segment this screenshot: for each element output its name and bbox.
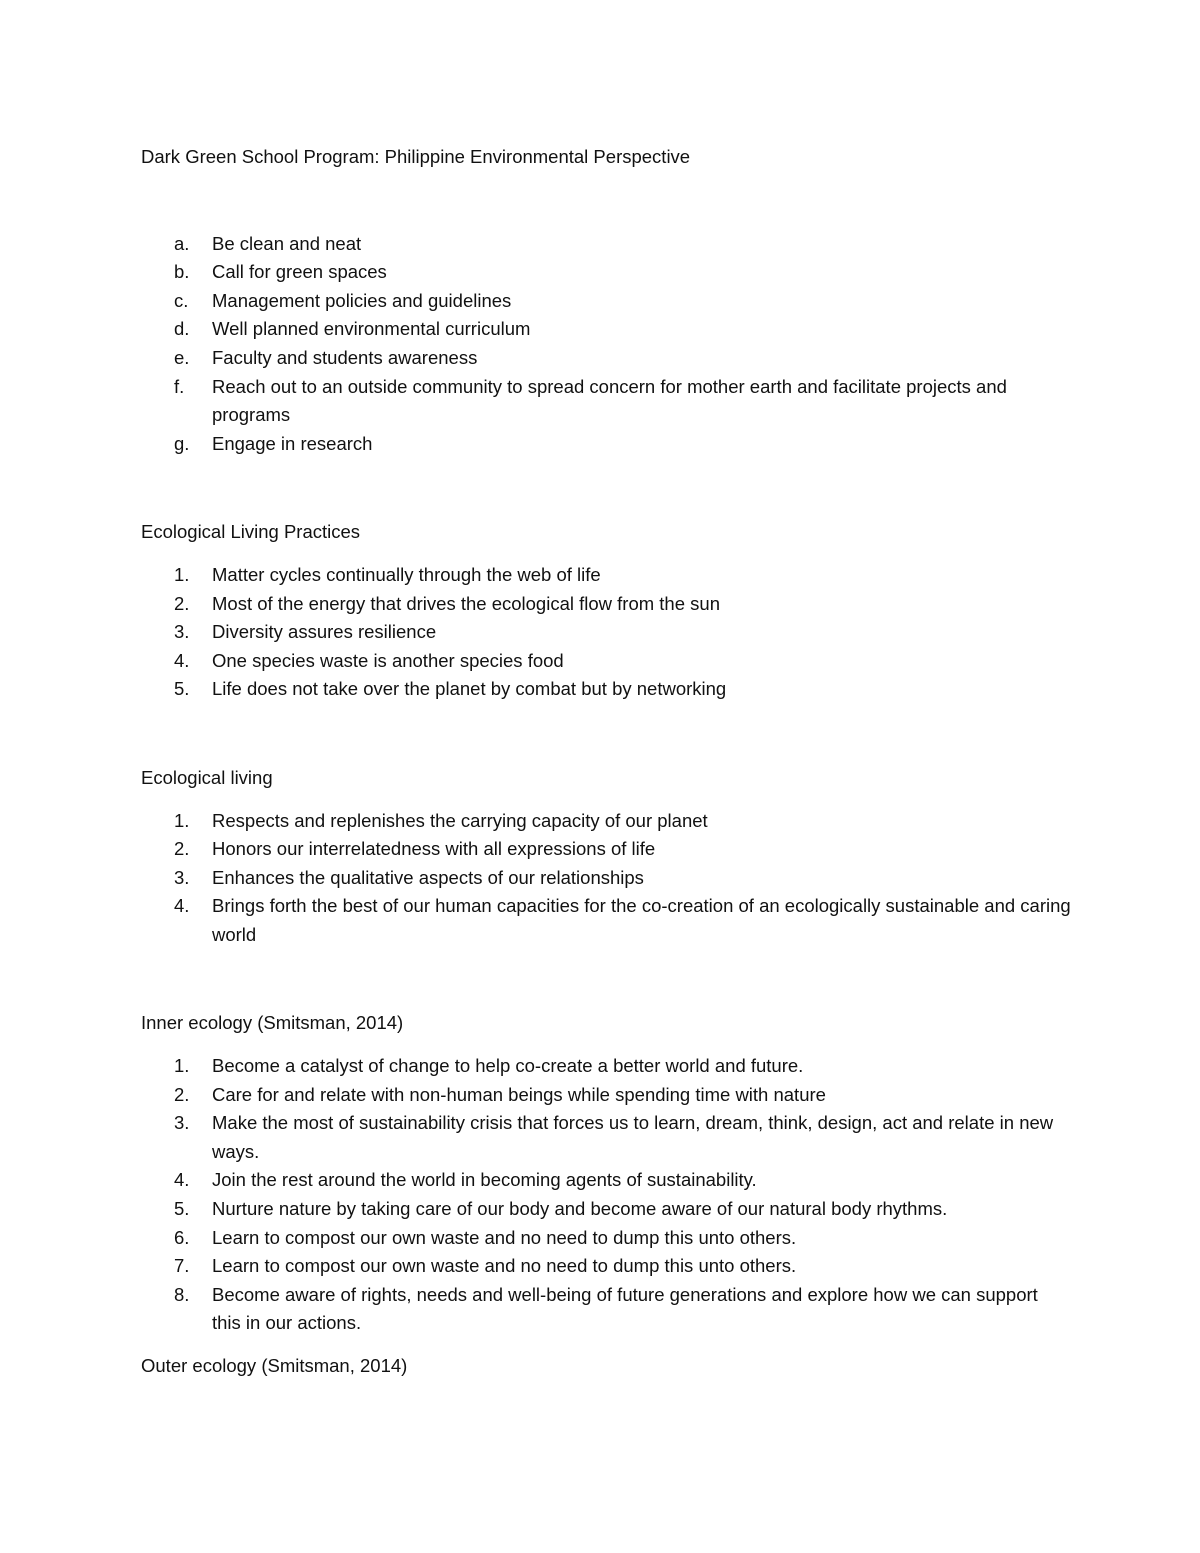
list-item-text: Enhances the qualitative aspects of our relationships: [212, 866, 644, 888]
list-item-text: Be clean and neat: [212, 232, 362, 254]
list-item-text: Respects and replenishes the carrying capacity of our planet: [212, 809, 708, 831]
list-item: [141, 1081, 1071, 1110]
section-heading-inner-ecology: Inner ecology (Smitsman, 2014): [141, 1012, 404, 1034]
ecological-living-list: [141, 807, 1071, 950]
list-marker: 7.: [174, 1255, 190, 1277]
list-marker: 1.: [174, 809, 190, 831]
list-item-text: Reach out to an outside community to spread concern for mother earth and facilitate projects and programs: [212, 375, 1007, 426]
list-item: [141, 1109, 1071, 1166]
list-item-text: Learn to compost our own waste and no need to dump this unto others.: [212, 1226, 797, 1248]
list-item: [141, 344, 1071, 373]
list-item-text: Become a catalyst of change to help co-create a better world and future.: [212, 1055, 804, 1077]
list-item-text: Diversity assures resilience: [212, 621, 437, 643]
list-item-text: Call for green spaces: [212, 261, 387, 283]
list-item-text: Brings forth the best of our human capacities for the co-creation of an ecologically sustainable and caring world: [212, 895, 1071, 945]
list-marker: c.: [174, 289, 189, 311]
list-item: [141, 430, 1071, 459]
list-item-text: Most of the energy that drives the ecological flow from the sun: [212, 592, 720, 614]
list-item: [141, 561, 1071, 590]
list-marker: 1.: [174, 1055, 190, 1077]
list-item: [141, 1195, 1071, 1224]
list-marker: 6.: [174, 1226, 190, 1248]
ecological-living-practices-list: [141, 561, 1071, 704]
list-item: [141, 647, 1071, 676]
list-item-text: Matter cycles continually through the web of life: [212, 563, 601, 585]
list-item: [141, 373, 1071, 430]
document-body: [141, 143, 1071, 1381]
list-item: [141, 315, 1071, 344]
list-marker: 1.: [174, 563, 190, 585]
list-marker: 4.: [174, 649, 190, 671]
list-item: [141, 675, 1071, 704]
list-item-text: Become aware of rights, needs and well-being of future generations and explore how we can support this in our actions.: [212, 1283, 1038, 1334]
list-item-text: Join the rest around the world in becoming agents of sustainability.: [212, 1169, 757, 1191]
list-item-text: Life does not take over the planet by combat but by networking: [212, 678, 727, 700]
list-item-text: Care for and relate with non-human beings while spending time with nature: [212, 1083, 826, 1105]
list-marker: 4.: [174, 1169, 190, 1191]
list-item-text: Honors our interrelatedness with all expressions of life: [212, 838, 656, 860]
list-item: [141, 1281, 1071, 1338]
list-marker: 5.: [174, 678, 190, 700]
list-marker: 2.: [174, 838, 190, 860]
list-item: [141, 287, 1071, 316]
list-marker: e.: [174, 346, 190, 368]
section-heading-ecological-living-practices: Ecological Living Practices: [141, 521, 361, 543]
list-marker: 3.: [174, 621, 190, 643]
list-item: [141, 835, 1071, 864]
list-marker: 3.: [174, 1112, 190, 1134]
list-item-text: Make the most of sustainability crisis that forces us to learn, dream, think, design, act and relate in new ways.: [212, 1112, 1054, 1162]
list-marker: 2.: [174, 592, 190, 614]
list-item: [141, 1252, 1071, 1281]
section-heading-dark-green-school: Dark Green School Program: Philippine Environmental Perspective: [141, 146, 691, 167]
list-marker: 8.: [174, 1283, 190, 1305]
dark-green-school-list: [141, 230, 1071, 459]
inner-ecology-list: [141, 1052, 1071, 1338]
list-item-text: Faculty and students awareness: [212, 346, 478, 368]
list-item: [141, 807, 1071, 836]
list-item-text: Engage in research: [212, 432, 373, 454]
list-marker: d.: [174, 318, 190, 340]
list-item: [141, 258, 1071, 287]
list-item-text: Learn to compost our own waste and no need to dump this unto others.: [212, 1255, 797, 1277]
list-marker: 5.: [174, 1198, 190, 1220]
list-item-text: Management policies and guidelines: [212, 289, 512, 311]
list-marker: g.: [174, 432, 190, 454]
list-marker: f.: [174, 375, 185, 397]
list-item: [141, 230, 1071, 259]
list-marker: 2.: [174, 1083, 190, 1105]
list-item: [141, 1166, 1071, 1195]
list-item: [141, 1052, 1071, 1081]
list-item: [141, 1224, 1071, 1253]
list-item-text: One species waste is another species food: [212, 649, 564, 671]
list-marker: a.: [174, 232, 190, 254]
list-item: [141, 590, 1071, 619]
list-item-text: Well planned environmental curriculum: [212, 318, 531, 340]
list-item-text: Nurture nature by taking care of our body and become aware of our natural body rhythms.: [212, 1198, 948, 1220]
list-item: [141, 864, 1071, 893]
list-marker: 3.: [174, 866, 190, 888]
list-item: [141, 892, 1071, 949]
section-heading-ecological-living: Ecological living: [141, 766, 273, 788]
list-item: [141, 618, 1071, 647]
list-marker: 4.: [174, 895, 190, 917]
section-heading-outer-ecology: Outer ecology (Smitsman, 2014): [141, 1355, 408, 1376]
list-marker: b.: [174, 261, 190, 283]
